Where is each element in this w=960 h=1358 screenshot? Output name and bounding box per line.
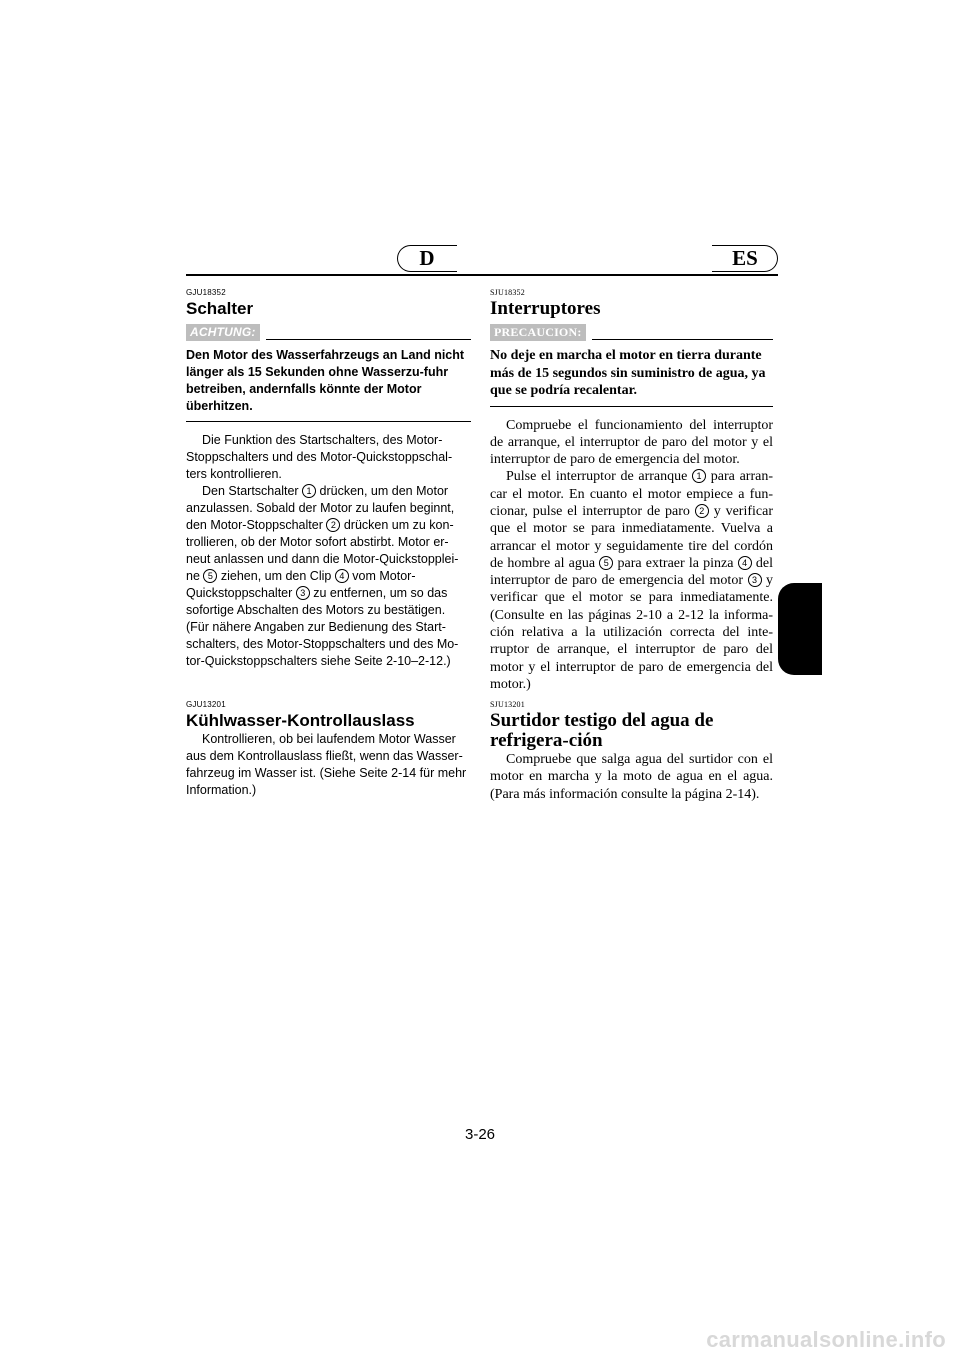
callout-number: 5 <box>203 569 217 583</box>
paragraph: Kontrollieren, ob bei laufendem Motor Wasser aus dem Kontrollauslass fließt, wenn das Wasser-fahrzeug im Wasser ist. (Siehe Seite 2-14 für mehr Information.) <box>186 732 467 797</box>
text-run: ziehen, um den Clip <box>217 569 335 583</box>
section-code: GJU13201 <box>186 700 226 709</box>
warning-text: Den Motor des Wasserfahrzeugs an Land nicht länger als 15 Sekunden ohne Wasserzu-fuhr betreiben, andernfalls könnte der Motor überhitzen. <box>186 348 465 413</box>
warning-header <box>186 323 471 341</box>
text-run: zu entfernen, um so das sofortige Abschalten des Motors zu bestätigen. (Für nähere Angaben zur Bedienung des Start-schalters, des Motor-Stoppschalters und des Mo-tor-Quickstoppschalters siehe Seite 2-10–2-12.) <box>186 586 459 668</box>
warning-badge: ACHTUNG: <box>186 324 260 341</box>
chapter-tab <box>778 583 822 675</box>
text-run: drücken, um den Motor anzulassen. Sobald der Motor zu laufen beginnt, den Motor-Stoppschalter <box>186 484 455 532</box>
page-number: 3-26 <box>464 1126 496 1143</box>
section-heading: Kühlwasser-Kontrollauslass <box>186 711 415 730</box>
paragraph: Die Funktion des Startschalters, des Motor-Stoppschalters und des Motor-Quickstoppschal-ters kontrollieren. <box>186 433 453 481</box>
section-heading: Schalter <box>186 299 254 318</box>
column-german <box>186 288 471 670</box>
callout-number: 2 <box>326 518 340 532</box>
paragraph <box>186 483 471 670</box>
warning-rule <box>592 339 773 340</box>
section-code: SJU13201 <box>490 700 525 709</box>
lang-label-de: D <box>419 246 435 270</box>
warning-rule <box>266 339 471 340</box>
section-cooling-spanish <box>490 700 773 803</box>
warning-badge: PRECAUCION: <box>490 324 586 341</box>
callout-number: 2 <box>695 504 709 518</box>
text-run: drücken um zu kon-trollieren, ob der Motor sofort abstirbt. Motor er-neut anlassen und dann die Motor-Quickstopplei-ne <box>186 518 459 583</box>
text-run: del interruptor de paro de emergencia del motor <box>490 555 773 589</box>
callout-number: 3 <box>748 573 762 587</box>
watermark: carmanualsonline.info <box>706 1327 946 1352</box>
callout-number: 3 <box>296 586 310 600</box>
callout-number: 4 <box>738 556 752 570</box>
lang-label-es: ES <box>732 246 758 270</box>
paragraph <box>490 468 773 693</box>
text-run: Pulse el interruptor de arranque <box>506 469 693 485</box>
text-run: y verificar que el motor se para inmediatamente. Vuelva a arrancar el motor y seguidamente tire del cordón de hombre al agua <box>490 503 773 571</box>
text-run: vom Motor-Quickstoppschalter <box>186 569 416 600</box>
callout-number: 1 <box>692 469 706 483</box>
text-run: para extraer la pinza <box>613 555 738 571</box>
paragraph: Compruebe que salga agua del surtidor con el motor en marcha y la moto de agua en el agua. (Para más información consulte la página 2-14). <box>490 752 773 802</box>
section-code: SJU18352 <box>490 288 525 297</box>
column-spanish <box>490 288 773 693</box>
callout-number: 5 <box>599 556 613 570</box>
warning-header <box>490 323 773 341</box>
section-code: GJU18352 <box>186 288 226 297</box>
text-run: y verificar que el motor se para inmediatamente. (Consulte en las páginas 2-10 a 2-12 la informa-ción relativa a la utilización correcta del inte-rruptor de arranque, el interruptor de paro del motor y el interruptor de paro de emergencia del motor.) <box>490 573 774 692</box>
callout-number: 4 <box>335 569 349 583</box>
text-run: Den Startschalter <box>202 484 303 498</box>
section-heading: Interruptores <box>490 298 601 319</box>
callout-number: 1 <box>302 484 316 498</box>
paragraph: Compruebe el funcionamiento del interruptor de arranque, el interruptor de paro del motor y el interruptor de paro de emergencia del motor. <box>490 417 773 468</box>
header-rule <box>186 274 778 276</box>
text-run: para arran-car el motor. En cuanto el motor empiece a fun-cionar, pulse el interruptor de paro <box>490 469 773 519</box>
warning-end-rule <box>490 406 773 407</box>
warning-text: No deje en marcha el motor en tierra durante más de 15 segundos sin suministro de agua, ya que se podría recalentar. <box>490 348 766 398</box>
section-cooling-german <box>186 700 471 799</box>
warning-end-rule <box>186 421 471 422</box>
section-heading: Surtidor testigo del agua de refrigera-ción <box>490 710 714 751</box>
